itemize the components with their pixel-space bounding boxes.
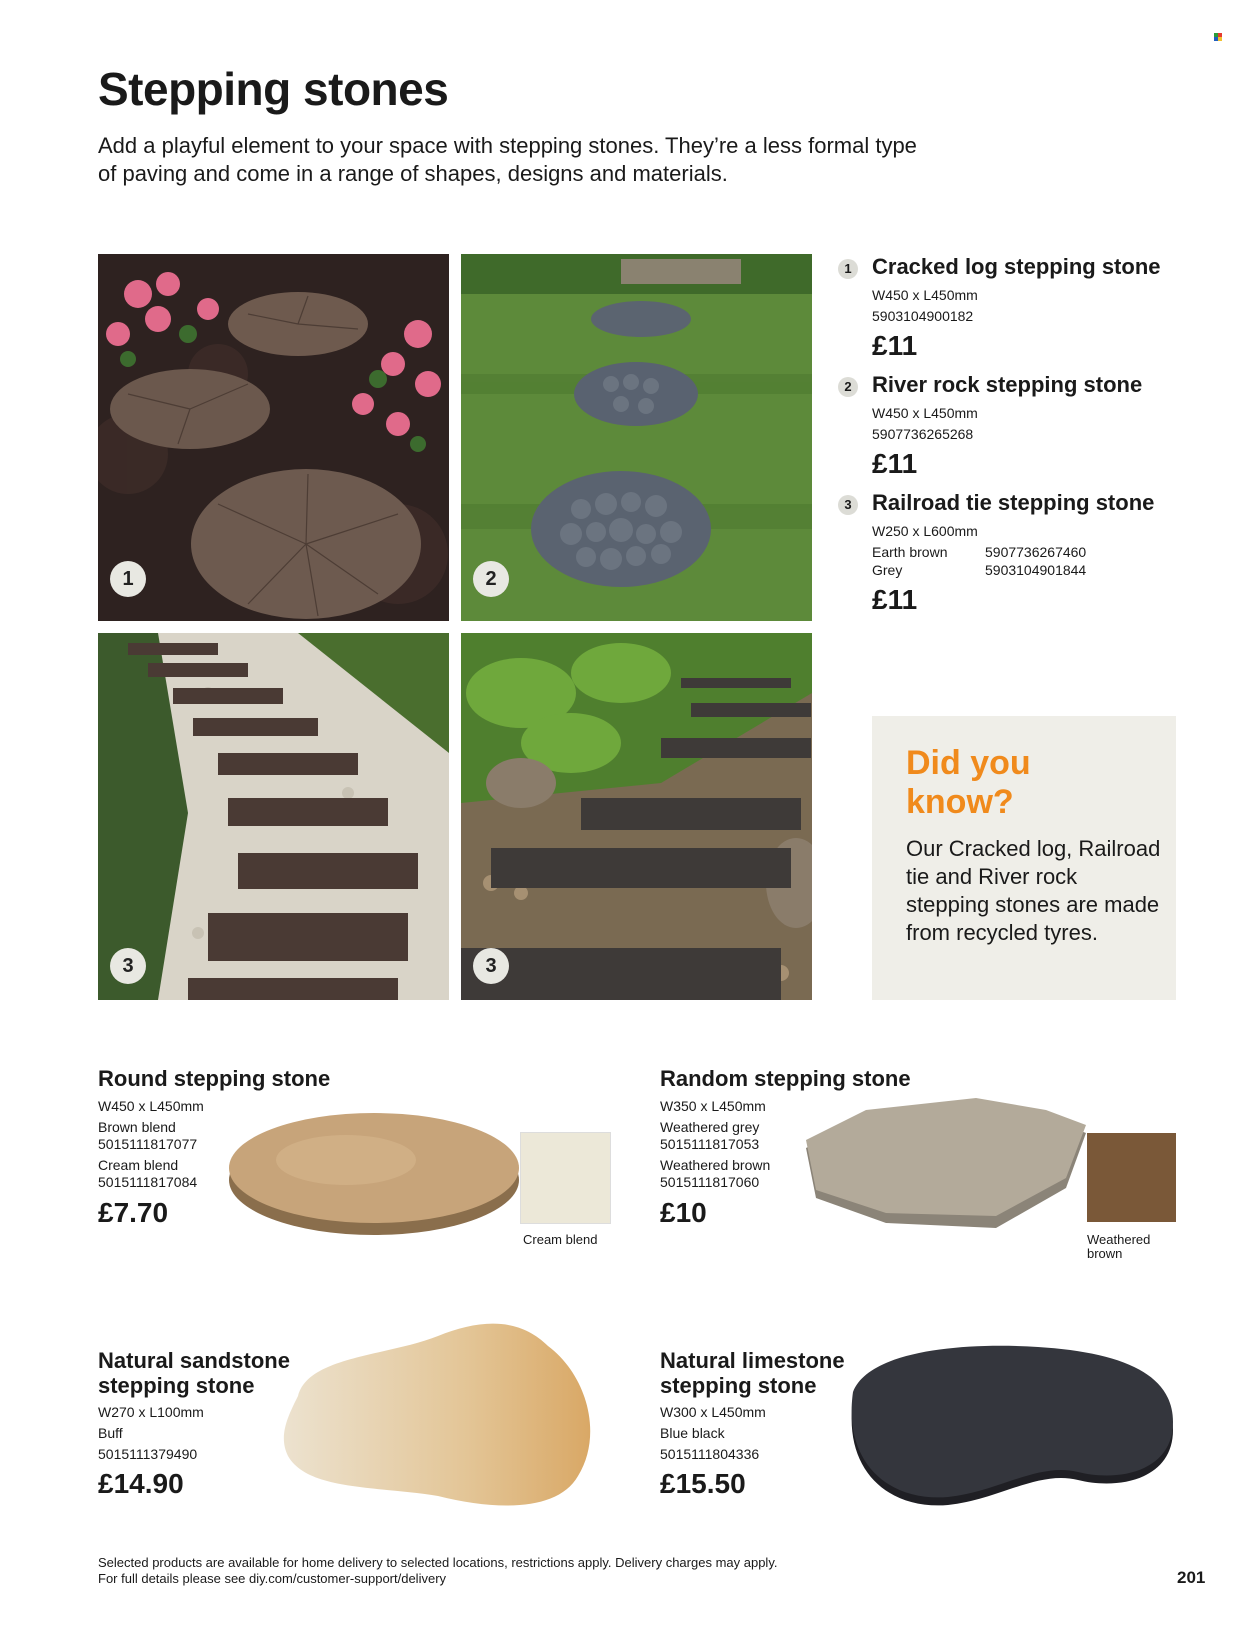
product-size: W350 x L450mm [660, 1098, 766, 1114]
railroad-tie-plants-photo [461, 633, 812, 1000]
product-price: £10 [660, 1197, 707, 1228]
product-price: £7.70 [98, 1197, 169, 1228]
variant-label: Weathered brown [660, 1157, 771, 1173]
product-name: Random stepping stone [660, 1066, 911, 1091]
heading-line: Did you [906, 744, 1031, 782]
product-size: W270 x L100mm [98, 1404, 204, 1420]
railroad-tie-photo [98, 633, 449, 1000]
photo-badge: 3 [473, 948, 509, 984]
cream-blend-swatch [520, 1132, 611, 1224]
variant-label: Earth brown [872, 544, 948, 560]
limestone-image [838, 1340, 1178, 1520]
round-stone-image [226, 1100, 526, 1240]
product-price: £11 [872, 584, 918, 615]
swatch-label: Cream blend [523, 1232, 598, 1247]
variant-label: Weathered grey [660, 1119, 760, 1135]
product-name: Cracked log stepping stone [872, 254, 1161, 279]
product-size: W300 x L450mm [660, 1404, 766, 1420]
did-you-know-text: Our Cracked log, Railroad tie and River rock stepping stones are made from recycled tyres. [906, 836, 1161, 945]
product-price: £15.50 [660, 1468, 746, 1499]
corner-mark-icon [1214, 33, 1222, 41]
product-price: £11 [872, 448, 918, 479]
intro-text: Add a playful element to your space with stepping stones. They’re a less formal type of paving and come in a range of shapes, designs and materials. [98, 133, 917, 186]
random-stone-image [796, 1098, 1096, 1238]
product-size: W450 x L450mm [872, 405, 978, 421]
swatch-label: brown [1087, 1246, 1123, 1261]
weathered-brown-swatch [1087, 1133, 1176, 1222]
product-name: Railroad tie stepping stone [872, 490, 1155, 515]
delivery-footnote [98, 1555, 777, 1587]
product-size: W450 x L450mm [98, 1098, 204, 1114]
footnote-line: For full details please see diy.com/customer-support/delivery [98, 1571, 447, 1586]
variant-code: 5903104901844 [985, 562, 1087, 578]
photo-badge: 3 [110, 948, 146, 984]
variant-code: 5015111817060 [660, 1174, 760, 1190]
photo-badge: 2 [473, 561, 509, 597]
product-price: £11 [872, 330, 918, 361]
footnote-line: Selected products are available for home delivery to selected locations, restrictions apply. Delivery charges may apply. [98, 1555, 778, 1570]
item-number-badge: 2 [838, 377, 858, 397]
variant-label: Blue black [660, 1425, 725, 1441]
variant-label: Grey [872, 562, 903, 578]
product-name: stepping stone [98, 1373, 255, 1398]
product-size: W450 x L450mm [872, 287, 978, 303]
product-code: 5907736265268 [872, 426, 974, 442]
variant-code: 5015111379490 [98, 1446, 198, 1462]
variant-code: 5015111817077 [98, 1136, 198, 1152]
product-name: stepping stone [660, 1373, 817, 1398]
variant-code: 5907736267460 [985, 544, 1087, 560]
product-name: Natural limestone [660, 1348, 845, 1373]
variant-code: 5015111817053 [660, 1136, 760, 1152]
product-price: £14.90 [98, 1468, 184, 1499]
item-number-badge: 3 [838, 495, 858, 515]
river-rock-photo [461, 254, 812, 621]
item-number-badge: 1 [838, 259, 858, 279]
heading-line: know? [906, 783, 1014, 821]
variant-code: 5015111817084 [98, 1174, 198, 1190]
variant-label: Cream blend [98, 1157, 179, 1173]
page-title: Stepping stones [98, 63, 449, 115]
sandstone-image [278, 1316, 608, 1516]
variant-code: 5015111804336 [660, 1446, 760, 1462]
variant-label: Brown blend [98, 1119, 176, 1135]
did-you-know-heading [906, 744, 1031, 822]
product-name: River rock stepping stone [872, 372, 1143, 397]
product-name: Natural sandstone [98, 1348, 290, 1373]
photo-badge: 1 [110, 561, 146, 597]
variant-label: Buff [98, 1425, 123, 1441]
page-number: 201 [1177, 1568, 1206, 1587]
cracked-log-photo [98, 254, 449, 621]
swatch-label: Weathered [1087, 1232, 1151, 1247]
product-name: Round stepping stone [98, 1066, 331, 1091]
product-size: W250 x L600mm [872, 523, 978, 539]
product-code: 5903104900182 [872, 308, 974, 324]
